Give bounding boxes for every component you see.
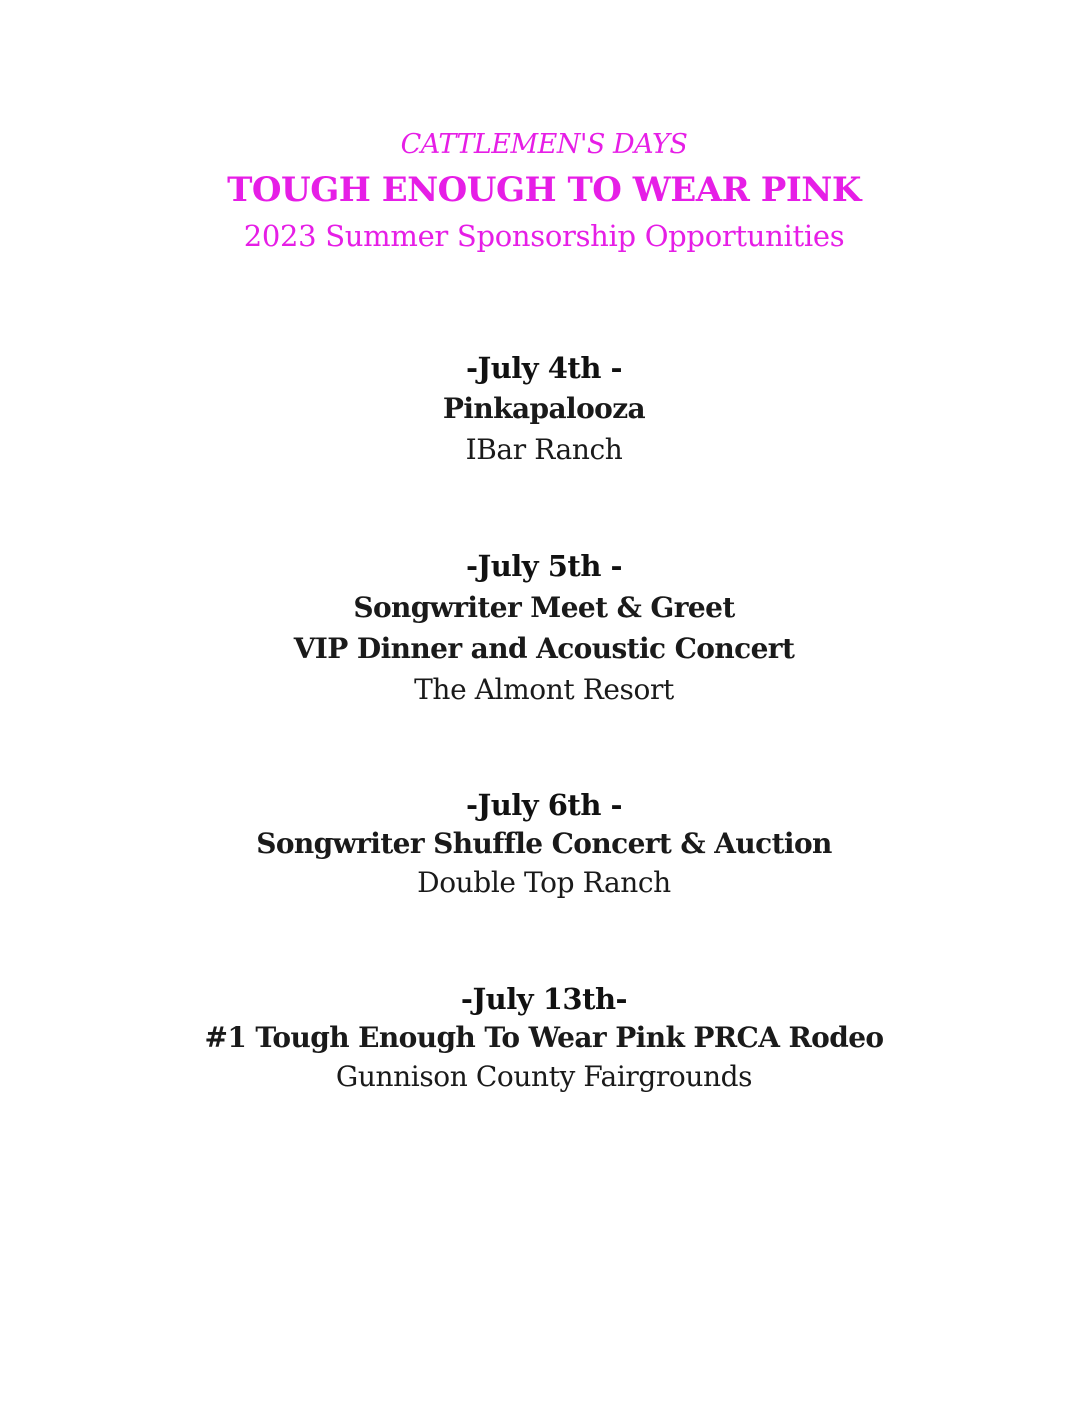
page-subtitle: 2023 Summer Sponsorship Opportunities (243, 219, 845, 253)
event-title: Pinkapalooza (442, 392, 646, 425)
event-title: Songwriter Shuffle Concert & Auction (256, 827, 832, 860)
event-title: Songwriter Meet & Greet (353, 591, 735, 624)
event-date: -July 6th - (465, 788, 623, 822)
header-kicker: CATTLEMEN'S DAYS (400, 129, 688, 160)
event-date: -July 13th- (460, 982, 628, 1016)
event-venue: The Almont Resort (414, 673, 674, 706)
event-title: VIP Dinner and Acoustic Concert (293, 632, 795, 665)
event-venue: Double Top Ranch (417, 866, 671, 899)
page-title: TOUGH ENOUGH TO WEAR PINK (227, 170, 861, 210)
event-venue: IBar Ranch (465, 433, 623, 466)
event-title: #1 Tough Enough To Wear Pink PRCA Rodeo (204, 1021, 884, 1054)
event-venue: Gunnison County Fairgrounds (335, 1060, 753, 1093)
event-date: -July 4th - (465, 351, 623, 385)
event-date: -July 5th - (465, 549, 623, 583)
